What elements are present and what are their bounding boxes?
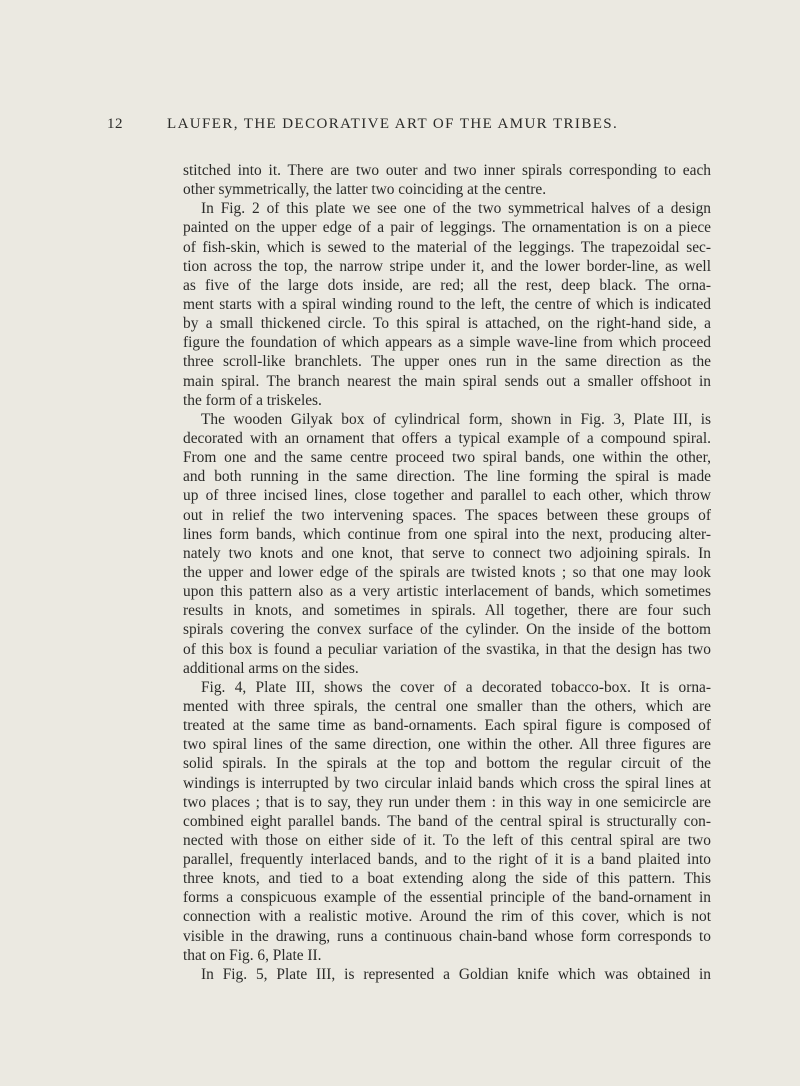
text-line: connection with a realistic motive. Around the rim of this cover, which is not [183,908,711,926]
text-line: figure the foundation of which appears as a simple wave-line from which proceed [183,334,711,352]
text-line: two places ; that is to say, they run under them : in this way in one semicircle are [183,793,711,811]
text-line: windings is interrupted by two circular inlaid bands which cross the spiral lines at [183,774,711,792]
text-line: ment starts with a spiral winding round to the left, the centre of which is indicated [183,295,711,313]
text-line: main spiral. The branch nearest the main spiral sends out a smaller offshoot in [183,372,711,390]
text-line: forms a conspicuous example of the essential principle of the band-ornament in [183,889,711,907]
page-header [107,116,707,140]
text-line: visible in the drawing, runs a continuous chain-band whose form corresponds to [183,927,711,945]
text-line: additional arms on the sides. [183,659,359,677]
text-line: Fig. 4, Plate III, shows the cover of a decorated tobacco-box. It is orna- [201,678,711,696]
text-line: stitched into it. There are two outer and two inner spirals corresponding to each [183,162,711,179]
text-line: as five of the large dots inside, are red; all the rest, deep black. The orna- [183,276,711,294]
text-line: results in knots, and sometimes in spirals. All together, there are four such [183,602,711,620]
text-line: combined eight parallel bands. The band of the central spiral is structurally con- [183,812,711,830]
page-number: 12 [107,116,123,132]
text-line: the upper and lower edge of the spirals are twisted knots ; so that one may look [183,563,711,581]
body-text [183,161,711,984]
text-line: and both running in the same direction. The line forming the spiral is made [183,468,711,486]
text-line: upon this pattern also as a very artistic interlacement of bands, which sometimes [183,583,711,601]
text-line: out in relief the two intervening spaces. The spaces between these groups of [183,506,711,524]
text-line: spirals covering the convex surface of the cylinder. On the inside of the bottom [183,621,711,639]
text-line: The wooden Gilyak box of cylindrical form, shown in Fig. 3, Plate III, is [201,410,711,428]
text-line: that on Fig. 6, Plate II. [183,946,322,964]
text-line: painted on the upper edge of a pair of leggings. The ornamentation is on a piece [183,219,711,237]
text-line: the form of a triskeles. [183,391,322,409]
text-line: lines form bands, which continue from one spiral into the next, producing alter- [183,525,711,543]
text-line: up of three incised lines, close together and parallel to each other, which throw [183,487,711,505]
text-line: nately two knots and one knot, that serve to connect two adjoining spirals. In [183,544,711,562]
text-line: three knots, and tied to a boat extending along the side of this pattern. This [183,870,711,888]
running-head: LAUFER, THE DECORATIVE ART OF THE AMUR TRIBES. [167,116,619,132]
text-line: two spiral lines of the same direction, one within the other. All three figures are [183,736,711,754]
text-line: From one and the same centre proceed two spiral bands, one within the other, [183,449,711,467]
text-line: other symmetrically, the latter two coinciding at the centre. [183,181,547,199]
text-line: mented with three spirals, the central one smaller than the others, which are [183,697,711,715]
text-line: three scroll-like branchlets. The upper ones run in the same direction as the [183,353,711,371]
text-line: nected with those on either side of it. To the left of this central spiral are two [183,831,711,849]
text-line: of this box is found a peculiar variation of the svastika, in that the design has two [183,640,711,658]
text-line: of fish-skin, which is sewed to the material of the leggings. The trapezoidal sec- [183,238,711,256]
text-line: In Fig. 5, Plate III, is represented a Goldian knife which was obtained in [201,965,711,983]
text-line: parallel, frequently interlaced bands, and to the right of it is a band plaited into [183,851,711,869]
text-line: treated at the same time as band-ornaments. Each spiral figure is composed of [183,717,711,735]
text-line: decorated with an ornament that offers a typical example of a compound spiral. [183,429,711,447]
text-line: solid spirals. In the spirals at the top and bottom the regular circuit of the [183,755,711,773]
text-line: by a small thickened circle. To this spiral is attached, on the right-hand side, a [183,315,711,333]
text-line: tion across the top, the narrow stripe under it, and the lower border-line, as well [183,257,711,275]
text-line: In Fig. 2 of this plate we see one of the two symmetrical halves of a design [201,200,711,218]
